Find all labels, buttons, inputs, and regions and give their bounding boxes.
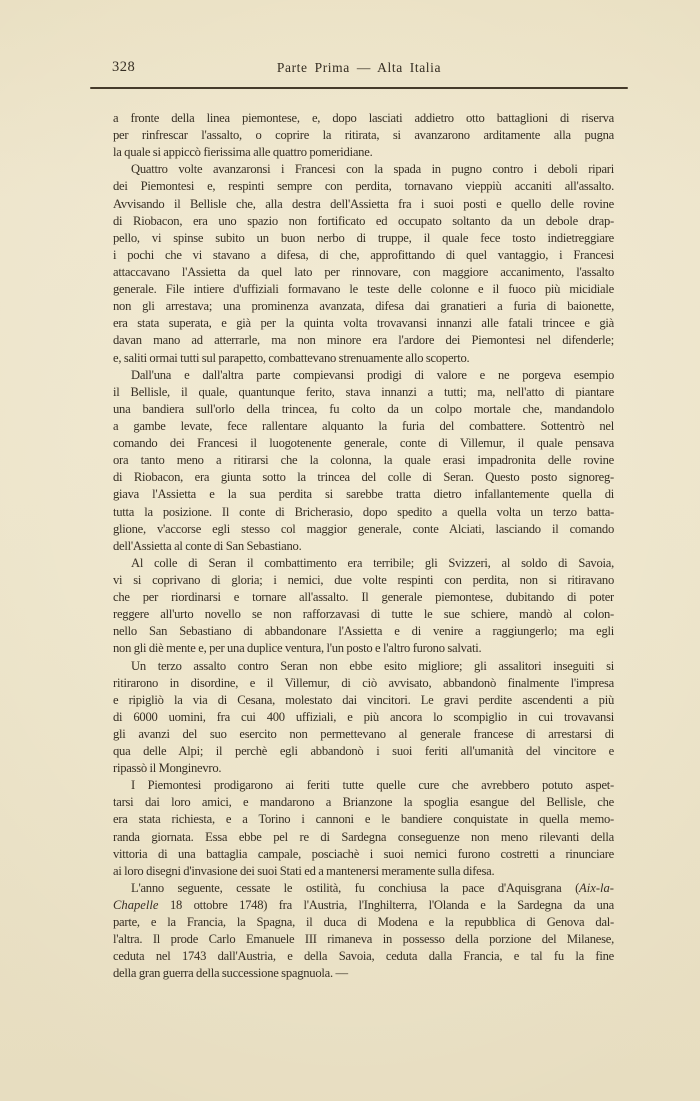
text-line: non gli diè mente e, per una duplice ventura, l'un posto e l'altro furono salvati. [113, 641, 482, 656]
text-line: dell'Assietta al conte di San Sebastiano. [113, 538, 302, 553]
text-line: il Bellisle, il quale, quantunque ferito, stava innanzi a tutti; ma, nell'atto di piantare [113, 384, 614, 399]
text-line: ceduta nel 1743 dall'Austria, e della Savoia, ceduta dalla Francia, e tal fu la fine [113, 949, 614, 964]
text-line: per rinfrescar l'assalto, o coprire la ritirata, si avanzarono arditamente alla pugna [113, 128, 614, 143]
text-line: nello San Sebastiano di abbandonare l'Assietta e di venire a raggiungerlo; ma egli [113, 624, 614, 639]
paragraph [113, 658, 614, 778]
text-line: di Riobacon, era uno spazio non fortificato ed occupato soltanto da un debole drap- [113, 213, 614, 228]
text-line: e, saliti ormai tutti sul parapetto, combattevano strenuamente allo scoperto. [113, 350, 470, 365]
text-line: l'altra. Il prode Carlo Emanuele III rimaneva in possesso della porzione del Milanese, [113, 932, 614, 947]
text-line: di Riobacon, era giunta sotto la trincea del colle di Seran. Questo posto signoreg- [113, 470, 614, 485]
text-line: a fronte della linea piemontese, e, dopo lasciati addietro otto battaglioni di riserva [113, 111, 614, 125]
text-line: tarsi dai loro amici, e mandarono a Brianzone la spoglia esangue del Bellisle, che [113, 795, 614, 810]
text-line: la quale si appiccò fierissima alle quattro pomeridiane. [113, 145, 373, 160]
text-line: di 6000 uomini, fra cui 400 uffiziali, e più ancora lo scompiglio in cui trovavansi [113, 709, 614, 724]
text-line: ora tanto meno a ritirarsi che la colonna, la quale erasi impadronita delle rovine [113, 453, 614, 468]
text-line: dei Piemontesi e, respinti sempre con perdita, tornavano vieppiù accaniti all'assalto. [113, 179, 614, 194]
text-line: L'anno seguente, cessate le ostilità, fu conchiusa la pace d'Aquisgrana (Aix-la- [131, 880, 614, 895]
text-line: Quattro volte avanzaronsi i Francesi con la spada in pugno contro i deboli ripari [131, 162, 614, 177]
text-line: della gran guerra della successione spagnuola. — [113, 966, 348, 981]
paragraph [113, 555, 614, 658]
text-line: Al colle di Seran il combattimento era terribile; gli Svizzeri, al soldo di Savoia, [131, 555, 614, 570]
text-line: gli avanzi del suo esercito non permettevano al generale francese di arrestarsi di [113, 726, 614, 741]
text-line: era stata superata, e già per la quinta volta trovavansi innanzi alle fatali trincee e già [113, 316, 614, 331]
body-text [113, 110, 614, 983]
text-line: glione, v'accorse egli stesso col maggior generale, conte Alciati, lasciando il comando [113, 521, 614, 536]
text-line: I Piemontesi prodigarono ai feriti tutte quelle cure che avrebbero potuto aspet- [131, 778, 614, 793]
text-line: non gli arrestava; una prominenza avanzata, difesa dai granatieri a furia di baionette, [113, 299, 614, 314]
text-line: reggere all'urto novello se non rafforzavasi di tutte le sue schiere, mandò al colon- [113, 607, 614, 622]
text-line: Avvisando il Bellisle che, alla destra dell'Assietta fra i suoi posti e quello delle rovine [113, 196, 614, 211]
text-line: i pochi che vi stavano a difesa, di che, approfittando di quel vantaggio, i Francesi [113, 247, 614, 262]
paragraph [113, 161, 614, 366]
paragraph [113, 110, 614, 161]
page-header [90, 59, 628, 79]
text-line: tutta la posizione. Il conte di Bricherasio, dopo spedito a quella volta un terzo batta- [113, 504, 614, 519]
text-line: era stata richiesta, e a Torino i cannoni e le bandiere conquistate in quella memo- [113, 812, 614, 827]
text-line: comando dei Francesi il luogotenente generale, conte di Villemur, il quale pensava [113, 436, 614, 451]
text-line: attaccavano l'Assietta da quel lato per rinnovare, con maggiore accanimento, l'assalto [113, 264, 614, 279]
paragraph [113, 880, 614, 983]
text-line: qua delle Alpi; il perchè egli abbandonò i suoi feriti all'umanità del vincitore e [113, 744, 614, 759]
text-line: e ripigliò la via di Cesana, molestato dai vincitori. Le gravi perdite ascendenti a più [113, 692, 614, 707]
text-line: ritirarono in disordine, e il Villemur, di ciò avvisato, abbandonò finalmente l'impresa [113, 675, 614, 690]
running-title: Parte Prima — Alta Italia [276, 60, 442, 75]
header-rule [90, 87, 628, 89]
paragraph [113, 367, 614, 555]
text-line: randa giornata. Essa ebbe pel re di Sardegna conseguenze non meno rilevanti della [113, 829, 614, 844]
text-line: Un terzo assalto contro Seran non ebbe esito migliore; gli assalitori inseguiti si [131, 658, 614, 673]
text-line: parte, e la Francia, la Spagna, il duca di Modena e la repubblica di Genova dal- [113, 915, 614, 930]
text-line: ripassò il Monginevro. [113, 761, 222, 776]
text-line: Dall'una e dall'altra parte compievansi prodigi di valore e ne porgeva esempio [131, 367, 614, 382]
text-line: generale. File intiere d'uffiziali formavano le teste delle colonne e il fuoco più micidiale [113, 282, 614, 297]
text-line: Chapelle 18 ottobre 1748) fra l'Austria, l'Inghilterra, l'Olanda e la Sardegna da una [113, 898, 614, 913]
text-line: vittoria di una battaglia campale, posciachè i suoi nemici furono costretti a rinunciare [113, 846, 614, 861]
paragraph [113, 777, 614, 880]
text-line: vi si coprivano di gloria; i nemici, due volte respinti con perdita, non si ritiravano [113, 572, 614, 587]
text-line: giava l'Assietta e la sua perdita si sarebbe tratta dietro infallantemente quella di [113, 487, 614, 502]
text-line: che per riordinarsi e tornare all'assalto. Il generale piemontese, dubitando di poter [113, 590, 614, 605]
text-line: davan mano ad atterrarle, ma non minore era l'ardore dei Piemontesi nel difenderle; [113, 333, 614, 348]
text-line: una bandiera sull'orlo della trincea, fu colto da un colpo mortale che, mandandolo [113, 401, 614, 416]
page-number: 328 [112, 59, 136, 75]
text-line: pello, vi spinse subito un buon nerbo di truppe, il quale fece tosto indietreggiare [113, 230, 614, 245]
text-line: a gambe levate, fece rallentare alquanto la furia del combattere. Sottentrò nel [113, 418, 614, 433]
text-line: ai loro disegni d'invasione dei suoi Stati ed a mantenersi meramente sulla difesa. [113, 863, 495, 878]
